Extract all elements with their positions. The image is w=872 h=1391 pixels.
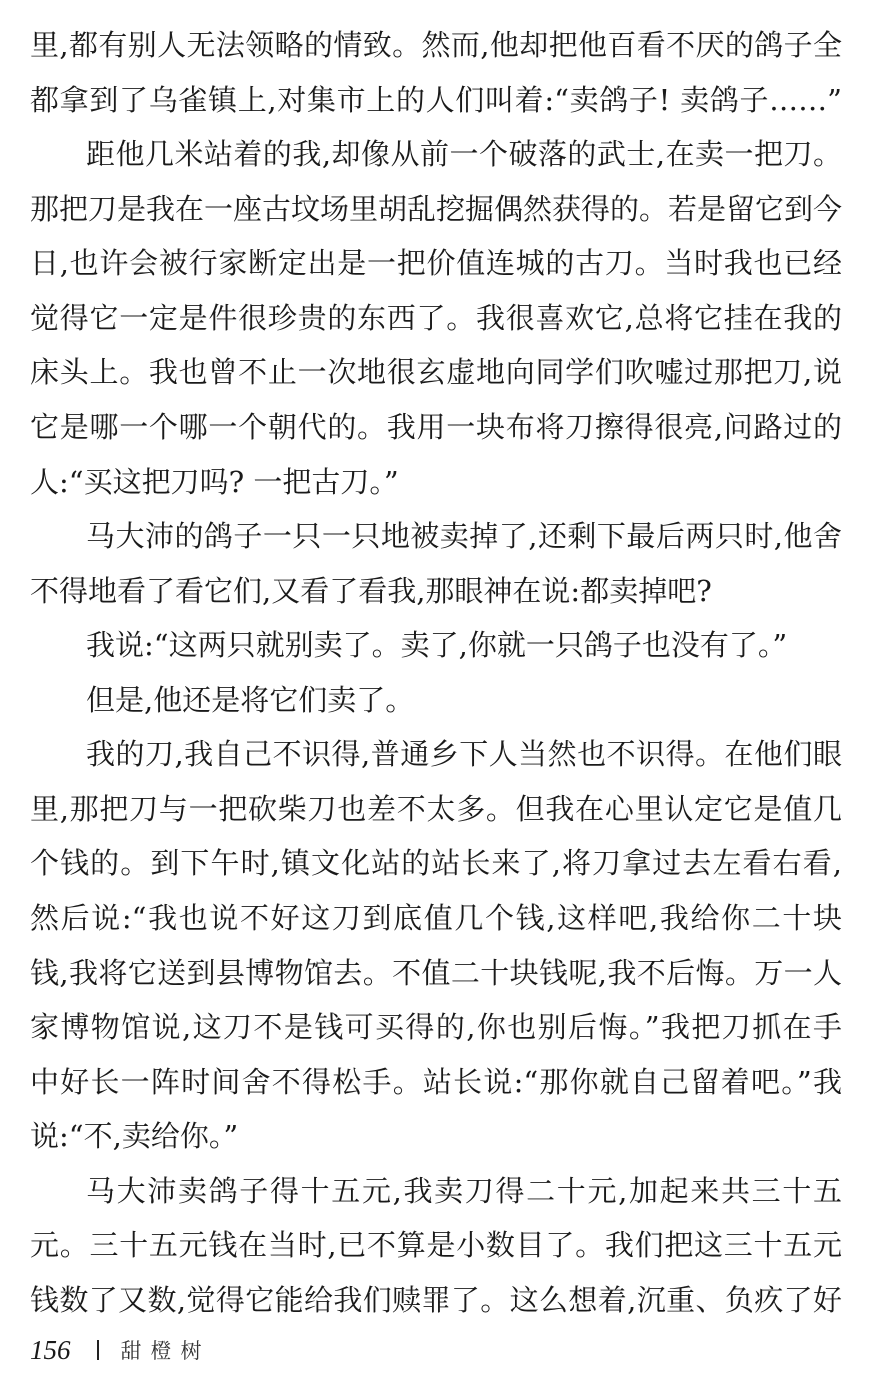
text-line: 个钱的。到下午时,镇文化站的站长来了,将刀拿过去左看右看, [30,846,842,881]
text-line: 都拿到了乌雀镇上,对集市上的人们叫着:“卖鸽子! 卖鸽子……” [30,82,842,117]
text-line: 觉得它一定是件很珍贵的东西了。我很喜欢它,总将它挂在我的 [30,300,842,335]
text-line: 但是,他还是将它们卖了。 [86,682,415,717]
text-line: 马大沛的鸽子一只一只地被卖掉了,还剩下最后两只时,他舍 [86,519,842,554]
text-line: 床头上。我也曾不止一次地很玄虚地向同学们吹嘘过那把刀,说 [30,355,842,390]
text-line: 里,都有别人无法领略的情致。然而,他却把他百看不厌的鸽子全 [30,28,842,62]
text-line: 那把刀是我在一座古坟场里胡乱挖掘偶然获得的。若是留它到今 [30,191,842,226]
text-line: 我说:“这两只就别卖了。卖了,你就一只鸽子也没有了。” [86,628,788,663]
text-line: 人:“买这把刀吗? 一把古刀。” [30,464,399,499]
text-line: 里,那把刀与一把砍柴刀也差不太多。但我在心里认定它是值几 [30,791,842,826]
text-line: 说:“不,卖给你。” [30,1119,239,1154]
text-line: 马大沛卖鸽子得十五元,我卖刀得二十元,加起来共三十五 [86,1173,842,1208]
book-title: 甜橙树 [120,1339,211,1363]
page-number: 156 [30,1334,71,1365]
page-footer [30,1330,211,1370]
text-line: 距他几米站着的我,却像从前一个破落的武士,在卖一把刀。 [86,137,842,172]
text-line: 钱,我将它送到县博物馆去。不值二十块钱呢,我不后悔。万一人 [30,955,842,990]
text-line: 不得地看了看它们,又看了看我,那眼神在说:都卖掉吧? [30,573,712,608]
text-line: 它是哪一个哪一个朝代的。我用一块布将刀擦得很亮,问路过的 [30,409,842,444]
text-line: 钱数了又数,觉得它能给我们赎罪了。这么想着,沉重、负疚了好 [30,1282,842,1317]
text-line: 家博物馆说,这刀不是钱可买得的,你也别后悔。”我把刀抓在手 [30,1010,842,1045]
text-line: 日,也许会被行家断定出是一把价值连城的古刀。当时我也已经 [30,246,842,281]
text-line: 我的刀,我自己不识得,普通乡下人当然也不识得。在他们眼 [86,737,842,772]
page-body-text [30,18,842,1328]
text-line: 然后说:“我也说不好这刀到底值几个钱,这样吧,我给你二十块 [30,901,842,935]
text-line: 元。三十五元钱在当时,已不算是小数目了。我们把这三十五元 [30,1228,842,1263]
text-line: 中好长一阵时间舍不得松手。站长说:“那你就自己留着吧。”我 [30,1064,842,1099]
footer-separator [97,1340,99,1360]
